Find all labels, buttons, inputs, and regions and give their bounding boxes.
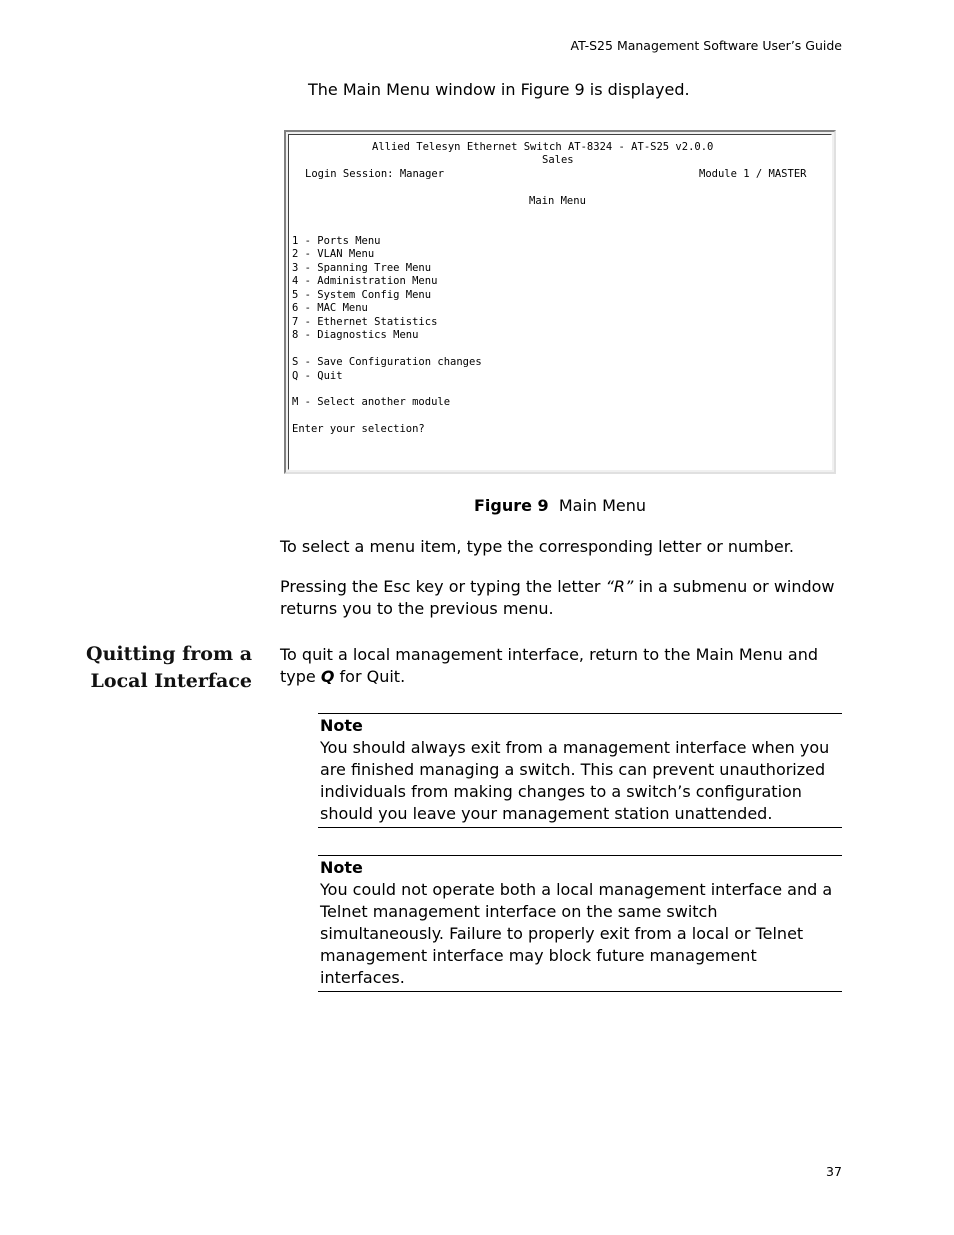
terminal-login-session: Login Session: Manager bbox=[305, 168, 445, 180]
quit-text-before: To quit a local management interface, return to the Main Menu and type bbox=[280, 645, 818, 686]
quit-text-after: for Quit. bbox=[334, 667, 406, 686]
esc-letter: “R” bbox=[605, 577, 634, 596]
figure-title: Main Menu bbox=[558, 496, 647, 515]
esc-text-after: in a submenu or window returns you to the previous menu. bbox=[280, 577, 835, 618]
section-heading bbox=[86, 641, 252, 695]
menu-item-select-module: M - Select another module bbox=[292, 396, 451, 408]
note-title: Note bbox=[320, 716, 363, 735]
terminal-window bbox=[284, 130, 836, 474]
running-header: AT-S25 Management Software User’s Guide bbox=[570, 38, 842, 53]
terminal-title-line: Allied Telesyn Ethernet Switch AT-8324 - AT-S25 v2.0.0 bbox=[372, 141, 714, 153]
note-title: Note bbox=[320, 858, 363, 877]
menu-item-administration: 4 - Administration Menu bbox=[292, 275, 438, 287]
quit-key: Q bbox=[320, 667, 335, 686]
menu-item-quit: Q - Quit bbox=[292, 370, 343, 382]
page-number: 37 bbox=[826, 1164, 842, 1179]
figure-number: Figure 9 bbox=[473, 496, 549, 515]
intro-text: The Main Menu window in Figure 9 is displayed. bbox=[308, 80, 690, 99]
terminal-screen bbox=[288, 134, 832, 470]
terminal-module: Module 1 / MASTER bbox=[699, 168, 807, 180]
menu-item-vlan: 2 - VLAN Menu bbox=[292, 248, 375, 260]
note-exit-interface bbox=[318, 713, 842, 828]
note-text: You could not operate both a local management interface and a Telnet management interface on the same switch simultaneously. Failure to properly exit from a local or Telnet management interface may block future management interfaces. bbox=[320, 880, 833, 987]
esc-key-paragraph bbox=[280, 576, 842, 620]
menu-item-spanning-tree: 3 - Spanning Tree Menu bbox=[292, 262, 432, 274]
terminal-prompt: Enter your selection? bbox=[292, 423, 425, 435]
menu-item-diagnostics: 8 - Diagnostics Menu bbox=[292, 329, 419, 341]
terminal-sales-line: Sales bbox=[542, 154, 574, 166]
note-text: You should always exit from a management interface when you are finished managing a switch. This can prevent unauthorized individuals from making changes to a switch’s configuration should you leave your management station unattended. bbox=[320, 738, 830, 823]
note-simultaneous-interfaces bbox=[318, 855, 842, 992]
select-item-paragraph: To select a menu item, type the corresponding letter or number. bbox=[280, 537, 794, 556]
terminal-menu-title: Main Menu bbox=[529, 195, 586, 207]
section-heading-line1: Quitting from a bbox=[86, 643, 252, 665]
menu-item-system-config: 5 - System Config Menu bbox=[292, 289, 432, 301]
menu-item-mac: 6 - MAC Menu bbox=[292, 302, 368, 314]
menu-item-ethernet-statistics: 7 - Ethernet Statistics bbox=[292, 316, 438, 328]
figure-caption bbox=[0, 496, 954, 515]
esc-text-before: Pressing the Esc key or typing the letter bbox=[280, 577, 606, 596]
menu-item-ports: 1 - Ports Menu bbox=[292, 235, 381, 247]
section-heading-line2: Local Interface bbox=[90, 670, 252, 692]
quit-paragraph bbox=[280, 644, 842, 688]
menu-item-save: S - Save Configuration changes bbox=[292, 356, 482, 368]
